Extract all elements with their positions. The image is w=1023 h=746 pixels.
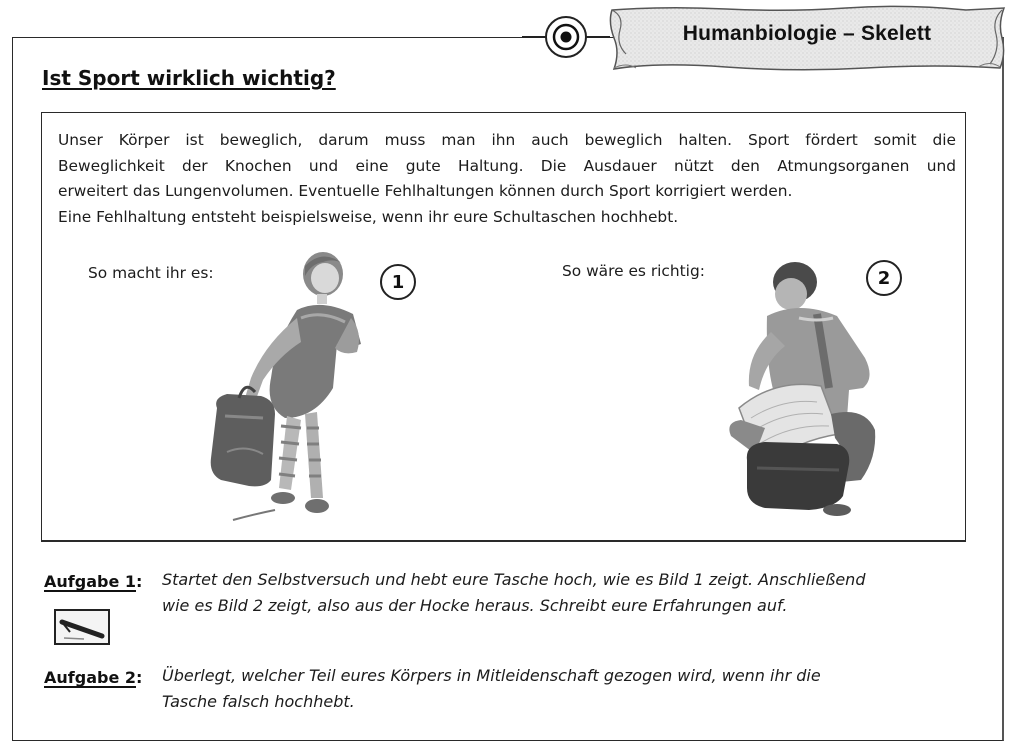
intro-line-4: Eine Fehlhaltung entsteht beispielsweise, wenn ihr eure Schultaschen hochhebt. [58,207,679,226]
task-1-label-colon: : [136,572,143,591]
intro-line-3: erweitert das Lungenvolumen. Eventuelle Fehlhaltungen können durch Sport korrigiert werden. [58,182,793,200]
figure-2-caption: So wäre es richtig: [562,262,705,280]
figure-2-number: 2 [866,260,902,296]
intro-line-1: Unser Körper ist beweglich, darum muss man ihn auch beweglich halten. Sport fördert somit die [58,131,956,149]
pencil-writing-icon [54,608,112,646]
intro-line-2: Beweglichkeit der Knochen und eine gute Haltung. Die Ausdauer nützt den Atmungsorganen und [58,156,956,175]
figure-1-caption: So macht ihr es: [88,264,214,282]
figure-1-number: 1 [380,264,416,300]
boy-squatting-illustration [725,258,885,523]
task-1-line-1: Startet den Selbstversuch und hebt eure Tasche hoch, wie es Bild 1 zeigt. Anschließend [162,570,866,589]
task-1-label [44,572,142,591]
task-2-line-2: Tasche falsch hochhebt. [162,692,355,711]
task-2-line-1: Überlegt, welcher Teil eures Körpers in Mitleidenschaft gezogen wird, wenn ihr die [162,666,821,685]
page-heading: Ist Sport wirklich wichtig? [42,66,336,90]
task-1-label-text: Aufgabe 1 [44,572,136,591]
page-subject-title: Humanbiologie – Skelett [682,22,932,45]
task-2-label-colon: : [136,668,143,687]
task-1-text [162,567,982,619]
target-icon-graphic [551,22,581,52]
task-2-text [162,663,982,715]
intro-paragraph [58,128,956,230]
target-icon [545,16,587,58]
task-1-line-2: wie es Bild 2 zeigt, also aus der Hocke heraus. Schreibt eure Erfahrungen auf. [162,596,788,615]
task-2-label [44,668,142,687]
task-2-label-text: Aufgabe 2 [44,668,136,687]
badge-connector-left [522,36,546,38]
girl-bending-illustration [205,248,365,533]
